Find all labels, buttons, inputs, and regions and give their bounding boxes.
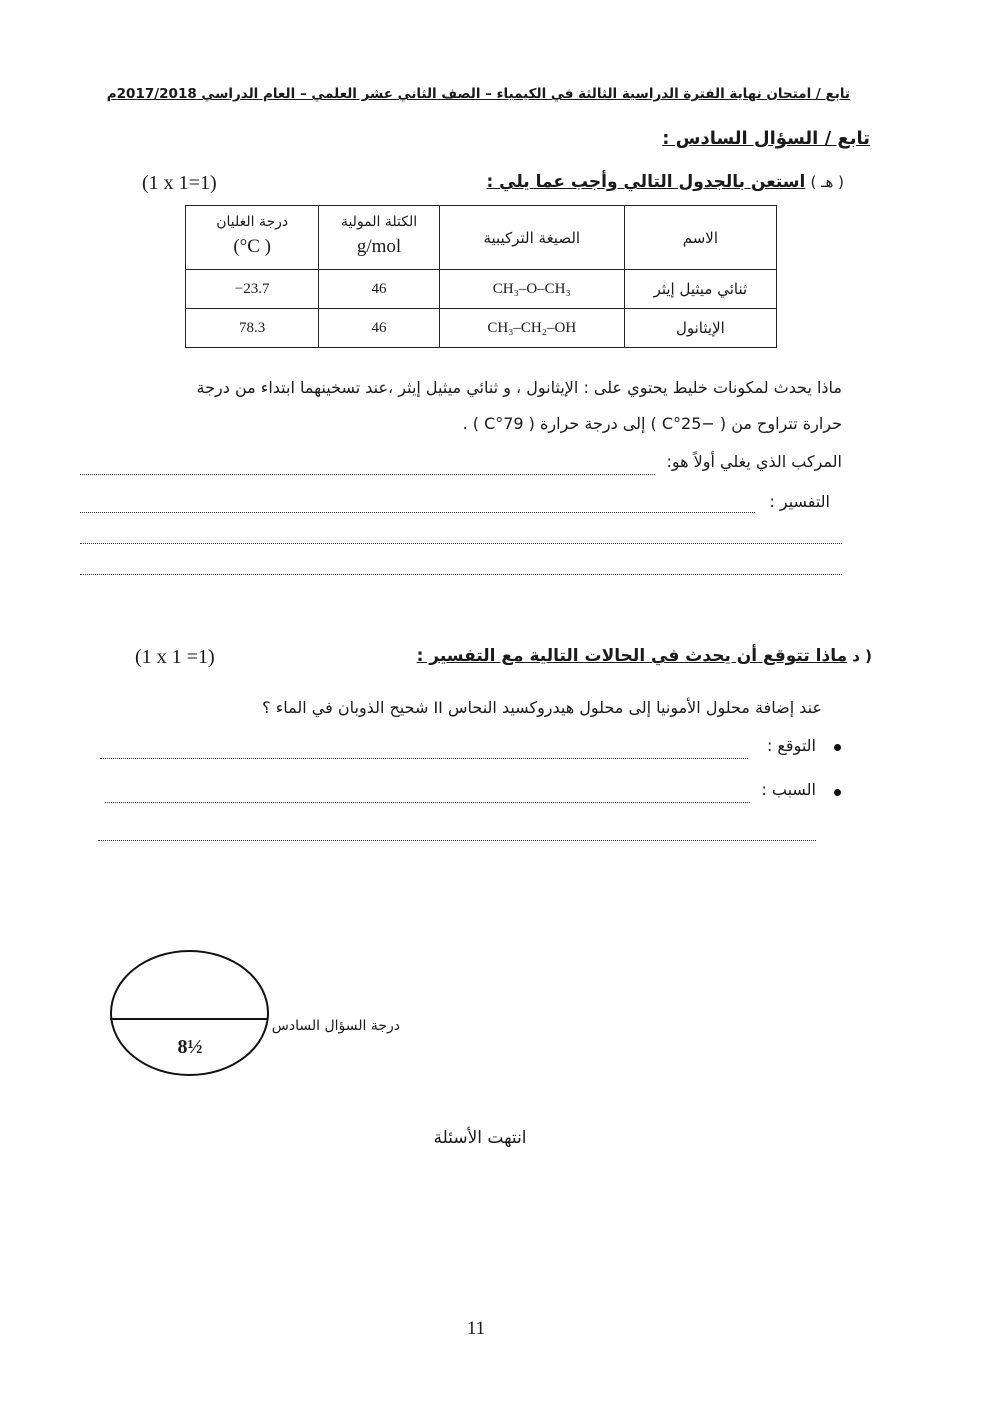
grade-label: درجة السؤال السادس bbox=[271, 1018, 400, 1034]
header-molar-mass-unit: g/mol bbox=[356, 236, 402, 257]
part-h-instruction: استعن بالجدول التالي وأجب عما يلي : bbox=[486, 172, 806, 192]
bullet-icon bbox=[834, 789, 841, 796]
part-h-label: ( هـ ) bbox=[810, 173, 844, 191]
row-2-name: الإيثانول bbox=[624, 309, 776, 348]
part-d-score: (1 x 1 =1) bbox=[135, 646, 215, 668]
table-row bbox=[186, 270, 777, 309]
question-line-2: حرارة تتراوح من ( −25°C ) إلى درجة حرارة ( 79°C ) . bbox=[462, 414, 842, 433]
part-d-heading bbox=[417, 646, 872, 666]
compounds-table bbox=[185, 205, 777, 348]
row-1-name: ثنائي ميثيل إيثر bbox=[624, 270, 776, 309]
end-text: انتهت الأسئلة bbox=[433, 1128, 527, 1148]
part-h-score: (1 x 1=1) bbox=[142, 172, 217, 194]
header-molar-mass bbox=[319, 206, 439, 270]
row-2-molar-mass: 46 bbox=[319, 309, 439, 348]
reason-answer-line-2[interactable] bbox=[98, 840, 816, 841]
header-boiling-point-label: درجة الغليان bbox=[216, 214, 289, 230]
explanation-answer-line-3[interactable] bbox=[80, 574, 842, 575]
first-boil-label: المركب الذي يغلي أولاً هو: bbox=[666, 452, 842, 471]
grade-circle-divider bbox=[110, 1018, 267, 1020]
explanation-label: التفسير : bbox=[769, 492, 830, 511]
reason-label: السبب : bbox=[761, 780, 816, 799]
header-molar-mass-label: الكتلة المولية bbox=[340, 214, 418, 230]
explanation-answer-line-1[interactable] bbox=[80, 512, 755, 513]
header-formula: الصيغة التركيبية bbox=[439, 206, 624, 270]
row-1-boiling-point: −23.7 bbox=[186, 270, 319, 309]
section-title: تابع / السؤال السادس : bbox=[662, 128, 870, 149]
table-header-row bbox=[186, 206, 777, 270]
part-d-instruction: ماذا تتوقع أن يحدث في الحالات التالية مع التفسير : bbox=[416, 646, 848, 666]
part-d-label: ( د bbox=[852, 647, 872, 665]
question-line-1: ماذا يحدث لمكونات خليط يحتوي على : الإيثانول ، و ثنائي ميثيل إيثر ،عند تسخينهما ابتداء من درجة bbox=[196, 378, 842, 397]
grade-value: 8½ bbox=[177, 1036, 203, 1058]
part-d-question: عند إضافة محلول الأمونيا إلى محلول هيدروكسيد النحاس II شحيح الذوبان في الماء ؟ bbox=[262, 698, 822, 717]
row-1-molar-mass: 46 bbox=[319, 270, 439, 309]
row-1-formula: CH₃–O–CH₃ bbox=[439, 270, 624, 309]
reason-answer-line-1[interactable] bbox=[105, 802, 750, 803]
explanation-answer-line-2[interactable] bbox=[80, 543, 842, 544]
page-number: 11 bbox=[466, 1318, 486, 1339]
header-boiling-point-unit: (°C ) bbox=[233, 236, 271, 257]
part-h-heading bbox=[486, 172, 844, 192]
exam-header: تابع / امتحان نهاية الفترة الدراسية الثالثة في الكيمياء – الصف الثاني عشر العلمي – العام الدراسي 2017/2018م bbox=[106, 86, 850, 102]
first-boil-answer-line[interactable] bbox=[80, 474, 655, 475]
header-boiling-point bbox=[186, 206, 319, 270]
expectation-label: التوقع : bbox=[766, 736, 816, 755]
header-name: الاسم bbox=[624, 206, 776, 270]
bullet-icon bbox=[834, 744, 841, 751]
row-2-boiling-point: 78.3 bbox=[186, 309, 319, 348]
expectation-answer-line[interactable] bbox=[100, 758, 748, 759]
row-2-formula: CH₃–CH₂–OH bbox=[439, 309, 624, 348]
table-row bbox=[186, 309, 777, 348]
